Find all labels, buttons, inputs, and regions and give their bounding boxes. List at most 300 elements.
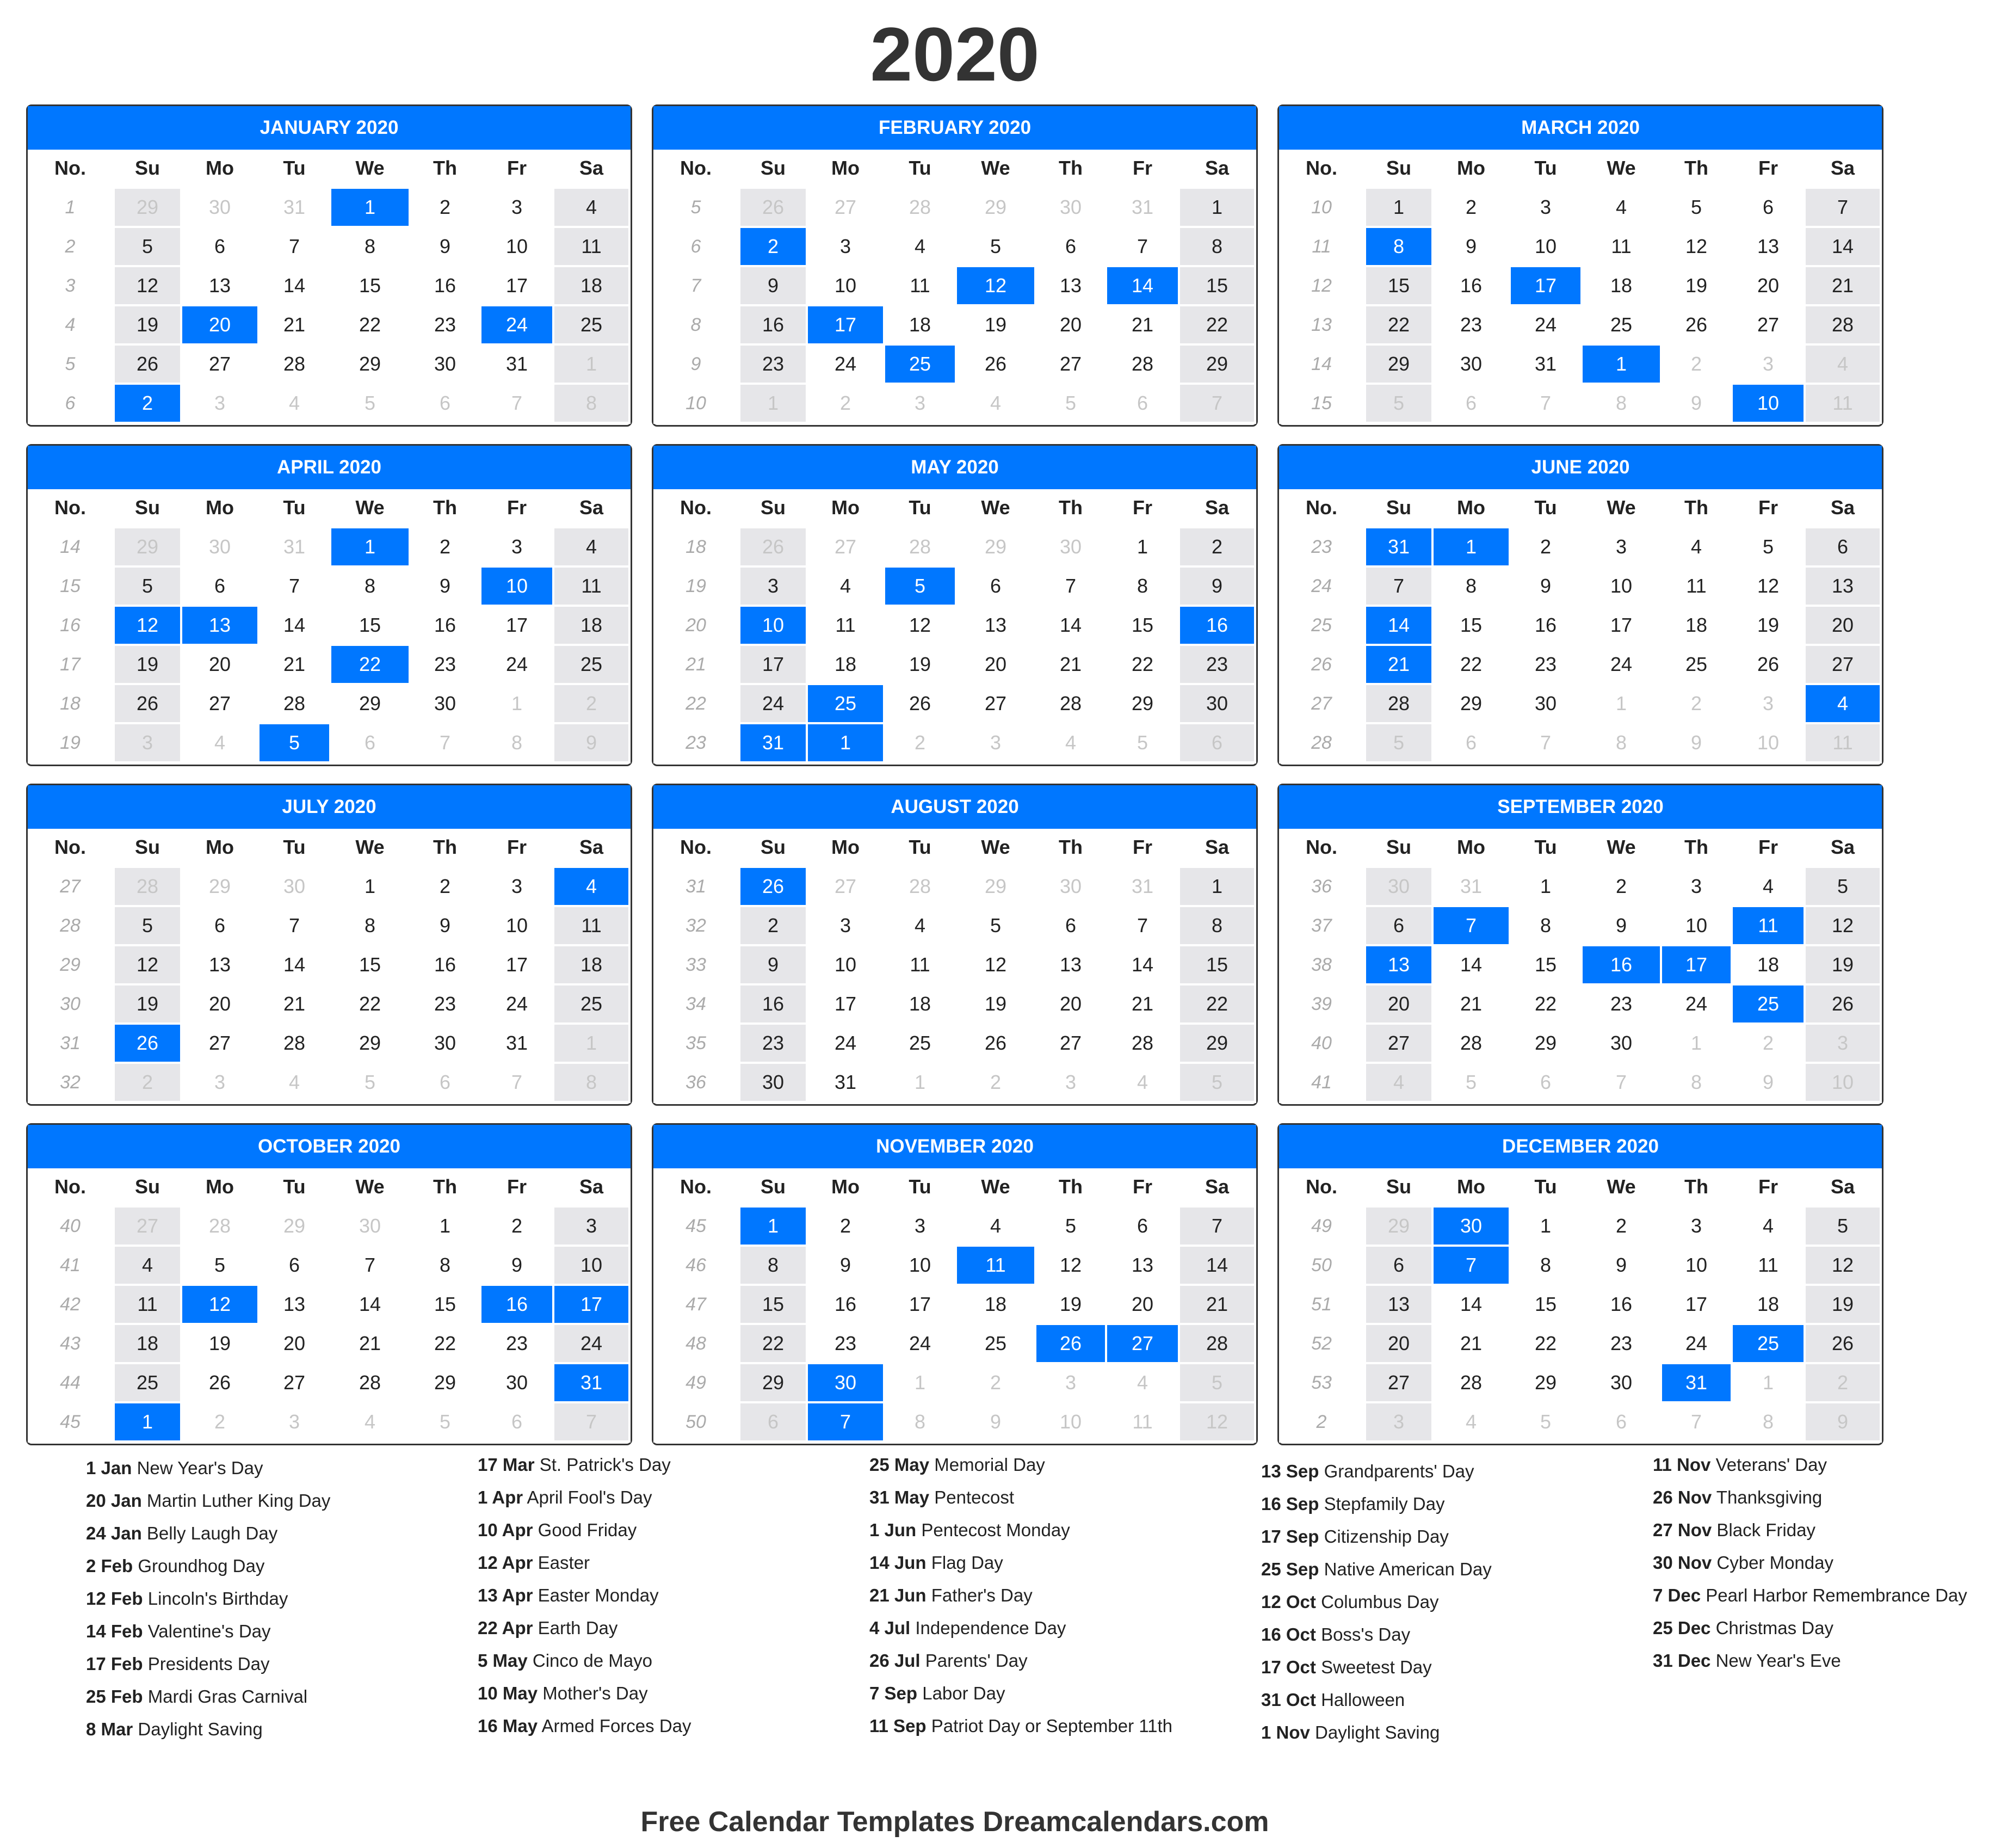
day-cell[interactable]: 4 [260, 385, 331, 424]
day-cell[interactable]: 6 [1511, 1064, 1583, 1103]
day-cell[interactable]: 26 [957, 346, 1036, 385]
day-cell[interactable]: 12 [1806, 1247, 1882, 1286]
day-cell[interactable]: 16 [411, 607, 481, 646]
day-cell[interactable]: 25 [885, 1025, 957, 1064]
day-cell[interactable]: 28 [885, 868, 957, 907]
day-cell[interactable]: 27 [957, 685, 1036, 724]
day-cell[interactable]: 29 [115, 189, 182, 228]
holiday-day-cell[interactable]: 12 [957, 267, 1036, 306]
day-cell[interactable]: 12 [1806, 907, 1882, 946]
holiday-day-cell[interactable]: 25 [1733, 1325, 1806, 1364]
day-cell[interactable]: 7 [1806, 189, 1882, 228]
day-cell[interactable]: 2 [411, 528, 481, 568]
day-cell[interactable]: 15 [1180, 946, 1256, 985]
day-cell[interactable]: 1 [885, 1064, 957, 1103]
day-cell[interactable]: 10 [1733, 724, 1806, 763]
day-cell[interactable]: 28 [260, 346, 331, 385]
day-cell[interactable]: 24 [1511, 306, 1583, 346]
day-cell[interactable]: 27 [260, 1364, 331, 1403]
day-cell[interactable]: 4 [554, 528, 631, 568]
day-cell[interactable]: 25 [1583, 306, 1662, 346]
day-cell[interactable]: 3 [957, 724, 1036, 763]
day-cell[interactable]: 18 [1662, 607, 1733, 646]
day-cell[interactable]: 29 [331, 685, 411, 724]
day-cell[interactable]: 23 [411, 985, 481, 1025]
day-cell[interactable]: 25 [115, 1364, 182, 1403]
day-cell[interactable]: 26 [1662, 306, 1733, 346]
holiday-day-cell[interactable]: 1 [331, 189, 411, 228]
day-cell[interactable]: 5 [1662, 189, 1733, 228]
day-cell[interactable]: 28 [260, 1025, 331, 1064]
day-cell[interactable]: 26 [1733, 646, 1806, 685]
holiday-day-cell[interactable]: 1 [740, 1208, 808, 1247]
day-cell[interactable]: 19 [957, 985, 1036, 1025]
day-cell[interactable]: 2 [1806, 1364, 1882, 1403]
day-cell[interactable]: 23 [1180, 646, 1256, 685]
holiday-day-cell[interactable]: 1 [808, 724, 885, 763]
day-cell[interactable]: 2 [1511, 528, 1583, 568]
day-cell[interactable]: 30 [411, 346, 481, 385]
day-cell[interactable]: 7 [1180, 1208, 1256, 1247]
day-cell[interactable]: 30 [481, 1364, 554, 1403]
day-cell[interactable]: 29 [957, 528, 1036, 568]
day-cell[interactable]: 19 [957, 306, 1036, 346]
holiday-day-cell[interactable]: 10 [1733, 385, 1806, 424]
day-cell[interactable]: 25 [1662, 646, 1733, 685]
day-cell[interactable]: 15 [1511, 1286, 1583, 1325]
day-cell[interactable]: 22 [740, 1325, 808, 1364]
day-cell[interactable]: 9 [957, 1403, 1036, 1443]
day-cell[interactable]: 28 [1434, 1025, 1511, 1064]
day-cell[interactable]: 7 [1583, 1064, 1662, 1103]
day-cell[interactable]: 3 [1806, 1025, 1882, 1064]
holiday-day-cell[interactable]: 26 [115, 1025, 182, 1064]
day-cell[interactable]: 29 [740, 1364, 808, 1403]
day-cell[interactable]: 28 [1806, 306, 1882, 346]
day-cell[interactable]: 17 [808, 985, 885, 1025]
holiday-day-cell[interactable]: 22 [331, 646, 411, 685]
day-cell[interactable]: 3 [554, 1208, 631, 1247]
day-cell[interactable]: 4 [260, 1064, 331, 1103]
day-cell[interactable]: 6 [331, 724, 411, 763]
day-cell[interactable]: 1 [411, 1208, 481, 1247]
day-cell[interactable]: 20 [1107, 1286, 1180, 1325]
day-cell[interactable]: 22 [411, 1325, 481, 1364]
day-cell[interactable]: 8 [554, 1064, 631, 1103]
day-cell[interactable]: 27 [1366, 1025, 1434, 1064]
holiday-day-cell[interactable]: 26 [740, 868, 808, 907]
holiday-day-cell[interactable]: 8 [1366, 228, 1434, 267]
day-cell[interactable]: 23 [740, 346, 808, 385]
day-cell[interactable]: 3 [740, 568, 808, 607]
day-cell[interactable]: 20 [1366, 985, 1434, 1025]
day-cell[interactable]: 16 [740, 306, 808, 346]
day-cell[interactable]: 30 [1036, 868, 1107, 907]
holiday-day-cell[interactable]: 5 [885, 568, 957, 607]
holiday-day-cell[interactable]: 1 [1583, 346, 1662, 385]
day-cell[interactable]: 27 [115, 1208, 182, 1247]
day-cell[interactable]: 6 [182, 568, 260, 607]
day-cell[interactable]: 19 [115, 306, 182, 346]
day-cell[interactable]: 14 [260, 946, 331, 985]
day-cell[interactable]: 25 [554, 985, 631, 1025]
day-cell[interactable]: 29 [260, 1208, 331, 1247]
holiday-day-cell[interactable]: 4 [554, 868, 631, 907]
day-cell[interactable]: 8 [885, 1403, 957, 1443]
day-cell[interactable]: 28 [115, 868, 182, 907]
day-cell[interactable]: 20 [182, 985, 260, 1025]
holiday-day-cell[interactable]: 5 [260, 724, 331, 763]
day-cell[interactable]: 14 [260, 607, 331, 646]
day-cell[interactable]: 8 [481, 724, 554, 763]
day-cell[interactable]: 29 [1434, 685, 1511, 724]
day-cell[interactable]: 13 [1107, 1247, 1180, 1286]
day-cell[interactable]: 1 [1180, 189, 1256, 228]
holiday-day-cell[interactable]: 14 [1366, 607, 1434, 646]
day-cell[interactable]: 31 [1107, 868, 1180, 907]
day-cell[interactable]: 10 [1511, 228, 1583, 267]
day-cell[interactable]: 28 [885, 528, 957, 568]
day-cell[interactable]: 5 [957, 228, 1036, 267]
day-cell[interactable]: 5 [115, 568, 182, 607]
day-cell[interactable]: 1 [1662, 1025, 1733, 1064]
day-cell[interactable]: 5 [1366, 724, 1434, 763]
day-cell[interactable]: 14 [1806, 228, 1882, 267]
day-cell[interactable]: 5 [182, 1247, 260, 1286]
day-cell[interactable]: 29 [182, 868, 260, 907]
day-cell[interactable]: 22 [1434, 646, 1511, 685]
day-cell[interactable]: 10 [1036, 1403, 1107, 1443]
day-cell[interactable]: 18 [808, 646, 885, 685]
day-cell[interactable]: 5 [1180, 1064, 1256, 1103]
day-cell[interactable]: 8 [1511, 907, 1583, 946]
day-cell[interactable]: 1 [740, 385, 808, 424]
holiday-day-cell[interactable]: 26 [1036, 1325, 1107, 1364]
day-cell[interactable]: 2 [115, 1064, 182, 1103]
day-cell[interactable]: 10 [1806, 1064, 1882, 1103]
day-cell[interactable]: 20 [260, 1325, 331, 1364]
day-cell[interactable]: 30 [740, 1064, 808, 1103]
holiday-day-cell[interactable]: 1 [331, 528, 411, 568]
day-cell[interactable]: 4 [182, 724, 260, 763]
day-cell[interactable]: 13 [1733, 228, 1806, 267]
day-cell[interactable]: 21 [1107, 985, 1180, 1025]
day-cell[interactable]: 5 [411, 1403, 481, 1443]
day-cell[interactable]: 12 [1036, 1247, 1107, 1286]
day-cell[interactable]: 11 [115, 1286, 182, 1325]
day-cell[interactable]: 7 [260, 228, 331, 267]
day-cell[interactable]: 26 [885, 685, 957, 724]
day-cell[interactable]: 29 [1107, 685, 1180, 724]
day-cell[interactable]: 22 [1511, 985, 1583, 1025]
day-cell[interactable]: 24 [554, 1325, 631, 1364]
day-cell[interactable]: 9 [1180, 568, 1256, 607]
day-cell[interactable]: 9 [1662, 724, 1733, 763]
day-cell[interactable]: 5 [1036, 1208, 1107, 1247]
day-cell[interactable]: 13 [1806, 568, 1882, 607]
day-cell[interactable]: 26 [740, 189, 808, 228]
day-cell[interactable]: 31 [481, 1025, 554, 1064]
day-cell[interactable]: 4 [554, 189, 631, 228]
day-cell[interactable]: 8 [740, 1247, 808, 1286]
day-cell[interactable]: 30 [1366, 868, 1434, 907]
day-cell[interactable]: 3 [1733, 685, 1806, 724]
day-cell[interactable]: 20 [957, 646, 1036, 685]
day-cell[interactable]: 29 [115, 528, 182, 568]
day-cell[interactable]: 5 [1107, 724, 1180, 763]
day-cell[interactable]: 11 [1107, 1403, 1180, 1443]
holiday-day-cell[interactable]: 7 [1434, 1247, 1511, 1286]
day-cell[interactable]: 5 [957, 907, 1036, 946]
day-cell[interactable]: 27 [808, 189, 885, 228]
day-cell[interactable]: 8 [1180, 907, 1256, 946]
day-cell[interactable]: 16 [1511, 607, 1583, 646]
day-cell[interactable]: 15 [411, 1286, 481, 1325]
day-cell[interactable]: 11 [554, 907, 631, 946]
day-cell[interactable]: 24 [1583, 646, 1662, 685]
holiday-day-cell[interactable]: 17 [554, 1286, 631, 1325]
day-cell[interactable]: 5 [1511, 1403, 1583, 1443]
holiday-day-cell[interactable]: 16 [1180, 607, 1256, 646]
day-cell[interactable]: 23 [481, 1325, 554, 1364]
day-cell[interactable]: 24 [885, 1325, 957, 1364]
day-cell[interactable]: 6 [1434, 385, 1511, 424]
day-cell[interactable]: 5 [1806, 1208, 1882, 1247]
day-cell[interactable]: 18 [554, 946, 631, 985]
footer-credit[interactable]: Free Calendar Templates Dreamcalendars.com [640, 1806, 1269, 1838]
holiday-day-cell[interactable]: 16 [481, 1286, 554, 1325]
day-cell[interactable]: 4 [115, 1247, 182, 1286]
day-cell[interactable]: 29 [1511, 1025, 1583, 1064]
day-cell[interactable]: 30 [1434, 346, 1511, 385]
day-cell[interactable]: 11 [1806, 724, 1882, 763]
day-cell[interactable]: 2 [1434, 189, 1511, 228]
day-cell[interactable]: 11 [885, 946, 957, 985]
day-cell[interactable]: 30 [411, 685, 481, 724]
day-cell[interactable]: 6 [411, 385, 481, 424]
day-cell[interactable]: 7 [1180, 385, 1256, 424]
day-cell[interactable]: 1 [331, 868, 411, 907]
day-cell[interactable]: 6 [740, 1403, 808, 1443]
day-cell[interactable]: 2 [1662, 346, 1733, 385]
day-cell[interactable]: 8 [1180, 228, 1256, 267]
day-cell[interactable]: 1 [554, 346, 631, 385]
day-cell[interactable]: 2 [1583, 1208, 1662, 1247]
day-cell[interactable]: 3 [1583, 528, 1662, 568]
day-cell[interactable]: 1 [1366, 189, 1434, 228]
day-cell[interactable]: 30 [411, 1025, 481, 1064]
day-cell[interactable]: 7 [1511, 385, 1583, 424]
day-cell[interactable]: 30 [1036, 189, 1107, 228]
day-cell[interactable]: 11 [808, 607, 885, 646]
day-cell[interactable]: 28 [1366, 685, 1434, 724]
day-cell[interactable]: 9 [411, 228, 481, 267]
day-cell[interactable]: 30 [182, 528, 260, 568]
day-cell[interactable]: 20 [1036, 306, 1107, 346]
day-cell[interactable]: 2 [740, 907, 808, 946]
day-cell[interactable]: 31 [1107, 189, 1180, 228]
holiday-day-cell[interactable]: 25 [885, 346, 957, 385]
day-cell[interactable]: 22 [331, 985, 411, 1025]
day-cell[interactable]: 23 [1511, 646, 1583, 685]
day-cell[interactable]: 4 [1662, 528, 1733, 568]
day-cell[interactable]: 30 [182, 189, 260, 228]
holiday-day-cell[interactable]: 17 [808, 306, 885, 346]
day-cell[interactable]: 8 [1107, 568, 1180, 607]
day-cell[interactable]: 21 [260, 306, 331, 346]
day-cell[interactable]: 14 [1036, 607, 1107, 646]
day-cell[interactable]: 28 [1107, 1025, 1180, 1064]
day-cell[interactable]: 10 [1583, 568, 1662, 607]
day-cell[interactable]: 7 [481, 1064, 554, 1103]
day-cell[interactable]: 6 [1733, 189, 1806, 228]
day-cell[interactable]: 12 [885, 607, 957, 646]
day-cell[interactable]: 10 [885, 1247, 957, 1286]
day-cell[interactable]: 27 [808, 868, 885, 907]
day-cell[interactable]: 3 [182, 385, 260, 424]
day-cell[interactable]: 19 [1036, 1286, 1107, 1325]
day-cell[interactable]: 21 [331, 1325, 411, 1364]
day-cell[interactable]: 2 [554, 685, 631, 724]
day-cell[interactable]: 19 [115, 646, 182, 685]
day-cell[interactable]: 8 [554, 385, 631, 424]
day-cell[interactable]: 6 [1180, 724, 1256, 763]
day-cell[interactable]: 8 [411, 1247, 481, 1286]
day-cell[interactable]: 9 [740, 946, 808, 985]
holiday-day-cell[interactable]: 17 [1511, 267, 1583, 306]
day-cell[interactable]: 20 [182, 646, 260, 685]
holiday-day-cell[interactable]: 10 [481, 568, 554, 607]
day-cell[interactable]: 19 [1806, 1286, 1882, 1325]
day-cell[interactable]: 15 [1180, 267, 1256, 306]
day-cell[interactable]: 31 [260, 189, 331, 228]
day-cell[interactable]: 9 [481, 1247, 554, 1286]
day-cell[interactable]: 3 [1662, 868, 1733, 907]
day-cell[interactable]: 11 [885, 267, 957, 306]
holiday-day-cell[interactable]: 20 [182, 306, 260, 346]
holiday-day-cell[interactable]: 13 [1366, 946, 1434, 985]
day-cell[interactable]: 12 [115, 946, 182, 985]
day-cell[interactable]: 22 [1366, 306, 1434, 346]
day-cell[interactable]: 2 [1180, 528, 1256, 568]
day-cell[interactable]: 25 [554, 306, 631, 346]
day-cell[interactable]: 30 [1583, 1025, 1662, 1064]
day-cell[interactable]: 24 [481, 646, 554, 685]
day-cell[interactable]: 30 [1036, 528, 1107, 568]
day-cell[interactable]: 12 [957, 946, 1036, 985]
day-cell[interactable]: 17 [740, 646, 808, 685]
day-cell[interactable]: 19 [1733, 607, 1806, 646]
holiday-day-cell[interactable]: 27 [1107, 1325, 1180, 1364]
day-cell[interactable]: 29 [957, 189, 1036, 228]
day-cell[interactable]: 1 [1180, 868, 1256, 907]
holiday-day-cell[interactable]: 11 [957, 1247, 1036, 1286]
day-cell[interactable]: 14 [260, 267, 331, 306]
day-cell[interactable]: 6 [1107, 385, 1180, 424]
day-cell[interactable]: 27 [1036, 346, 1107, 385]
day-cell[interactable]: 21 [1107, 306, 1180, 346]
day-cell[interactable]: 8 [1583, 385, 1662, 424]
day-cell[interactable]: 17 [885, 1286, 957, 1325]
day-cell[interactable]: 7 [554, 1403, 631, 1443]
day-cell[interactable]: 29 [1366, 1208, 1434, 1247]
day-cell[interactable]: 13 [1036, 267, 1107, 306]
day-cell[interactable]: 18 [1583, 267, 1662, 306]
day-cell[interactable]: 27 [1806, 646, 1882, 685]
day-cell[interactable]: 7 [481, 385, 554, 424]
day-cell[interactable]: 17 [481, 946, 554, 985]
day-cell[interactable]: 21 [1434, 1325, 1511, 1364]
day-cell[interactable]: 4 [885, 907, 957, 946]
day-cell[interactable]: 27 [1366, 1364, 1434, 1403]
day-cell[interactable]: 4 [1806, 346, 1882, 385]
day-cell[interactable]: 3 [1511, 189, 1583, 228]
day-cell[interactable]: 10 [481, 228, 554, 267]
day-cell[interactable]: 1 [1511, 1208, 1583, 1247]
day-cell[interactable]: 21 [260, 646, 331, 685]
day-cell[interactable]: 5 [1733, 528, 1806, 568]
day-cell[interactable]: 7 [411, 724, 481, 763]
day-cell[interactable]: 12 [1662, 228, 1733, 267]
day-cell[interactable]: 24 [808, 1025, 885, 1064]
day-cell[interactable]: 14 [1180, 1247, 1256, 1286]
day-cell[interactable]: 24 [1662, 985, 1733, 1025]
day-cell[interactable]: 16 [740, 985, 808, 1025]
day-cell[interactable]: 19 [115, 985, 182, 1025]
day-cell[interactable]: 26 [182, 1364, 260, 1403]
day-cell[interactable]: 5 [1180, 1364, 1256, 1403]
day-cell[interactable]: 22 [1107, 646, 1180, 685]
day-cell[interactable]: 26 [1806, 1325, 1882, 1364]
day-cell[interactable]: 29 [331, 1025, 411, 1064]
day-cell[interactable]: 1 [1733, 1364, 1806, 1403]
day-cell[interactable]: 3 [885, 385, 957, 424]
day-cell[interactable]: 6 [1806, 528, 1882, 568]
day-cell[interactable]: 9 [554, 724, 631, 763]
day-cell[interactable]: 30 [1583, 1364, 1662, 1403]
day-cell[interactable]: 23 [1583, 1325, 1662, 1364]
holiday-day-cell[interactable]: 7 [808, 1403, 885, 1443]
day-cell[interactable]: 23 [808, 1325, 885, 1364]
day-cell[interactable]: 8 [1662, 1064, 1733, 1103]
day-cell[interactable]: 11 [1733, 1247, 1806, 1286]
day-cell[interactable]: 26 [740, 528, 808, 568]
holiday-day-cell[interactable]: 4 [1806, 685, 1882, 724]
holiday-day-cell[interactable]: 16 [1583, 946, 1662, 985]
holiday-day-cell[interactable]: 31 [1662, 1364, 1733, 1403]
day-cell[interactable]: 13 [260, 1286, 331, 1325]
day-cell[interactable]: 4 [1107, 1064, 1180, 1103]
day-cell[interactable]: 30 [1180, 685, 1256, 724]
day-cell[interactable]: 28 [182, 1208, 260, 1247]
day-cell[interactable]: 13 [957, 607, 1036, 646]
day-cell[interactable]: 28 [1180, 1325, 1256, 1364]
day-cell[interactable]: 17 [1583, 607, 1662, 646]
day-cell[interactable]: 5 [1806, 868, 1882, 907]
day-cell[interactable]: 7 [1662, 1403, 1733, 1443]
day-cell[interactable]: 3 [1036, 1364, 1107, 1403]
day-cell[interactable]: 17 [1662, 1286, 1733, 1325]
day-cell[interactable]: 2 [1733, 1025, 1806, 1064]
day-cell[interactable]: 21 [1180, 1286, 1256, 1325]
day-cell[interactable]: 9 [1662, 385, 1733, 424]
day-cell[interactable]: 2 [411, 868, 481, 907]
day-cell[interactable]: 15 [740, 1286, 808, 1325]
day-cell[interactable]: 5 [115, 907, 182, 946]
day-cell[interactable]: 9 [1511, 568, 1583, 607]
day-cell[interactable]: 19 [885, 646, 957, 685]
day-cell[interactable]: 3 [481, 189, 554, 228]
